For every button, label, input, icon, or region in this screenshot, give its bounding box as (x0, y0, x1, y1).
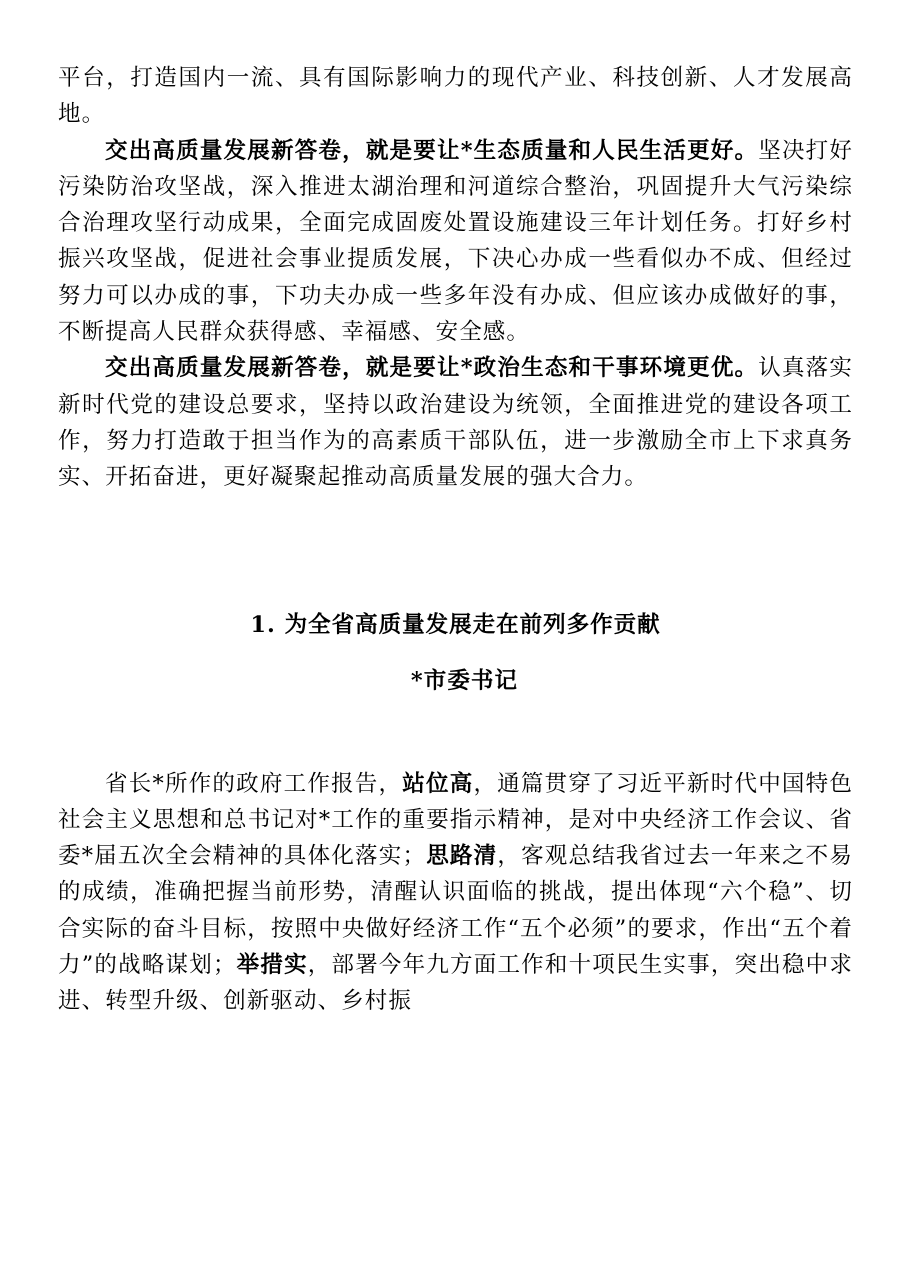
text-run: ，部署今年九方面工作和十项民生实事，突出稳中求进、转型升级、创新驱动、乡村振 (58, 952, 853, 1015)
article-title: 1. 为全省高质量发展走在前列多作贡献 (250, 611, 661, 638)
paragraph-report-review (58, 766, 853, 1020)
keyword-bold: 思路清 (426, 843, 498, 870)
paragraph-lead-bold: 交出高质量发展新答卷，就是要让*生态质量和人民生活更好。 (105, 137, 759, 164)
document-page (58, 60, 853, 1020)
text-run: 省长*所作的政府工作报告， (105, 770, 403, 797)
paragraph-politics (58, 350, 853, 495)
article-author: *市委书记 (410, 667, 519, 694)
keyword-bold: 举措实 (236, 952, 308, 979)
paragraph-lead-bold: 交出高质量发展新答卷，就是要让*政治生态和干事环境更优。 (105, 355, 759, 382)
text-run: ，通篇贯穿了习近平新时代中国特色社会主义思想和总书记对*工作的重要指示精神，是对中央经济工作会议、省委*届五次全会精神的具体化落实； (58, 770, 853, 870)
paragraph-body: 认真落实新时代党的建设总要求，坚持以政治建设为统领，全面推进党的建设各项工作，努力打造敢于担当作为的高素质干部队伍，进一步激励全市上下求真务实、开拓奋进，更好凝聚起推动高质量发展的强大合力。 (58, 355, 853, 491)
section-gap (58, 699, 853, 766)
text-run: ，客观总结我省过去一年来之不易的成绩，准确把握当前形势，清醒认识面临的挑战，提出体现“六个稳”、切合实际的奋斗目标，按照中央做好经济工作“五个必须”的要求，作出“五个着力”的战略谋划； (58, 843, 853, 979)
paragraph-body: 坚决打好污染防治攻坚战，深入推进太湖治理和河道综合整治，巩固提升大气污染综合治理攻坚行动成果，全面完成固废处置设施建设三年计划任务。打好乡村振兴攻坚战，促进社会事业提质发展，下决心办成一些看似办不成、但经过努力可以办成的事，下功夫办成一些多年没有办成、但应该办成做好的事，不断提高人民群众获得感、幸福感、安全感。 (58, 137, 853, 346)
paragraph-continuation: 平台，打造国内一流、具有国际影响力的现代产业、科技创新、人才发展高地。 (58, 65, 853, 128)
keyword-bold: 站位高 (402, 770, 474, 797)
paragraph-ecology (58, 133, 853, 351)
section-gap (58, 496, 853, 607)
